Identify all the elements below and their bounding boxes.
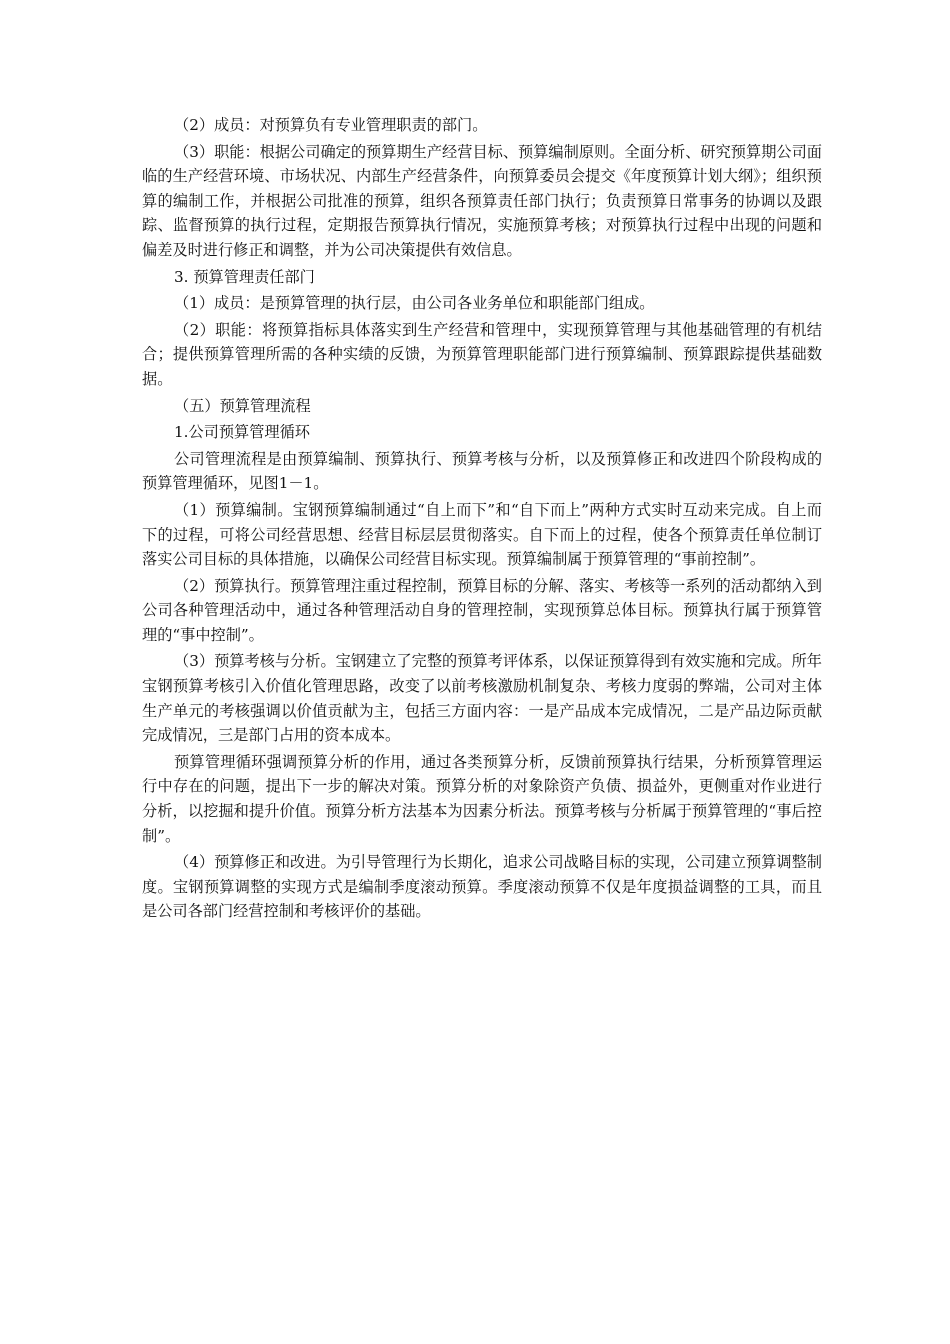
paragraph-budget-execution: （2）预算执行。预算管理注重过程控制，预算目标的分解、落实、考核等一系列的活动都纳入到公司各种管理活动中，通过各种管理活动自身的管理控制，实现预算总体目标。预算执行属于预算管理的“事中控制”。 [142,576,822,644]
paragraph-budget-assessment: （3）预算考核与分析。宝钢建立了完整的预算考评体系，以保证预算得到有效实施和完成。所年宝钢预算考核引入价值化管理思路，改变了以前考核激励机制复杂、考核力度弱的弊端，公司对主体生产单元的考核强调以价值贡献为主，包括三方面内容：一是产品成本完成情况，二是产品边际贡献完成情况，三是部门占用的资本成本。 [142,652,822,745]
document-page [142,113,822,926]
section-heading-responsible-departments: 3. 预算管理责任部门 [174,267,315,286]
paragraph-cycle-intro: 公司管理流程是由预算编制、预算执行、预算考核与分析，以及预算修正和改进四个阶段构成的预算管理循环，见图1－1。 [142,449,822,493]
paragraph-functions-2: （2）职能：将预算指标具体落实到生产经营和管理中，实现预算管理与其他基础管理的有机结合；提供预算管理所需的各种实绩的反馈，为预算管理职能部门进行预算编制、预算跟踪提供基础数据。 [142,320,822,388]
paragraph-members-2: （2）成员：对预算负有专业管理职责的部门。 [174,116,488,134]
section-heading-budget-process: （五）预算管理流程 [174,396,311,415]
paragraph-budget-preparation: （1）预算编制。宝钢预算编制通过“自上而下”和“自下而上”两种方式实时互动来完成。自上而下的过程，可将公司经营思想、经营目标层层贯彻落实。自下而上的过程，使各个预算责任单位制订落实公司目标的具体措施，以确保公司经营目标实现。预算编制属于预算管理的“事前控制”。 [142,500,822,569]
paragraph-functions-3: （3）职能：根据公司确定的预算期生产经营目标、预算编制原则。全面分析、研究预算期公司面临的生产经营环境、市场状况、内部生产经营条件，向预算委员会提交《年度预算计划大纲》；组织预算的编制工作，并根据公司批准的预算，组织各预算责任部门执行；负责预算日常事务的协调以及跟踪、监督预算的执行过程，定期报告预算执行情况，实施预算考核；对预算执行过程中出现的问题和偏差及时进行修正和调整，并为公司决策提供有效信息。 [142,142,822,259]
paragraph-budget-revision: （4）预算修正和改进。为引导管理行为长期化，追求公司战略目标的实现，公司建立预算调整制度。宝钢预算调整的实现方式是编制季度滚动预算。季度滚动预算不仅是年度损益调整的工具，而且是公司各部门经营控制和考核评价的基础。 [142,853,822,921]
paragraph-budget-analysis: 预算管理循环强调预算分析的作用，通过各类预算分析，反馈前预算执行结果，分析预算管理运行中存在的问题，提出下一步的解决对策。预算分析的对象除资产负债、损益外，更侧重对作业进行分析，以挖掘和提升价值。预算分析方法基本为因素分析法。预算考核与分析属于预算管理的“事后控制”。 [142,752,822,845]
section-heading-budget-cycle: 1.公司预算管理循环 [174,423,310,442]
paragraph-members-1: （1）成员：是预算管理的执行层，由公司各业务单位和职能部门组成。 [174,294,655,313]
